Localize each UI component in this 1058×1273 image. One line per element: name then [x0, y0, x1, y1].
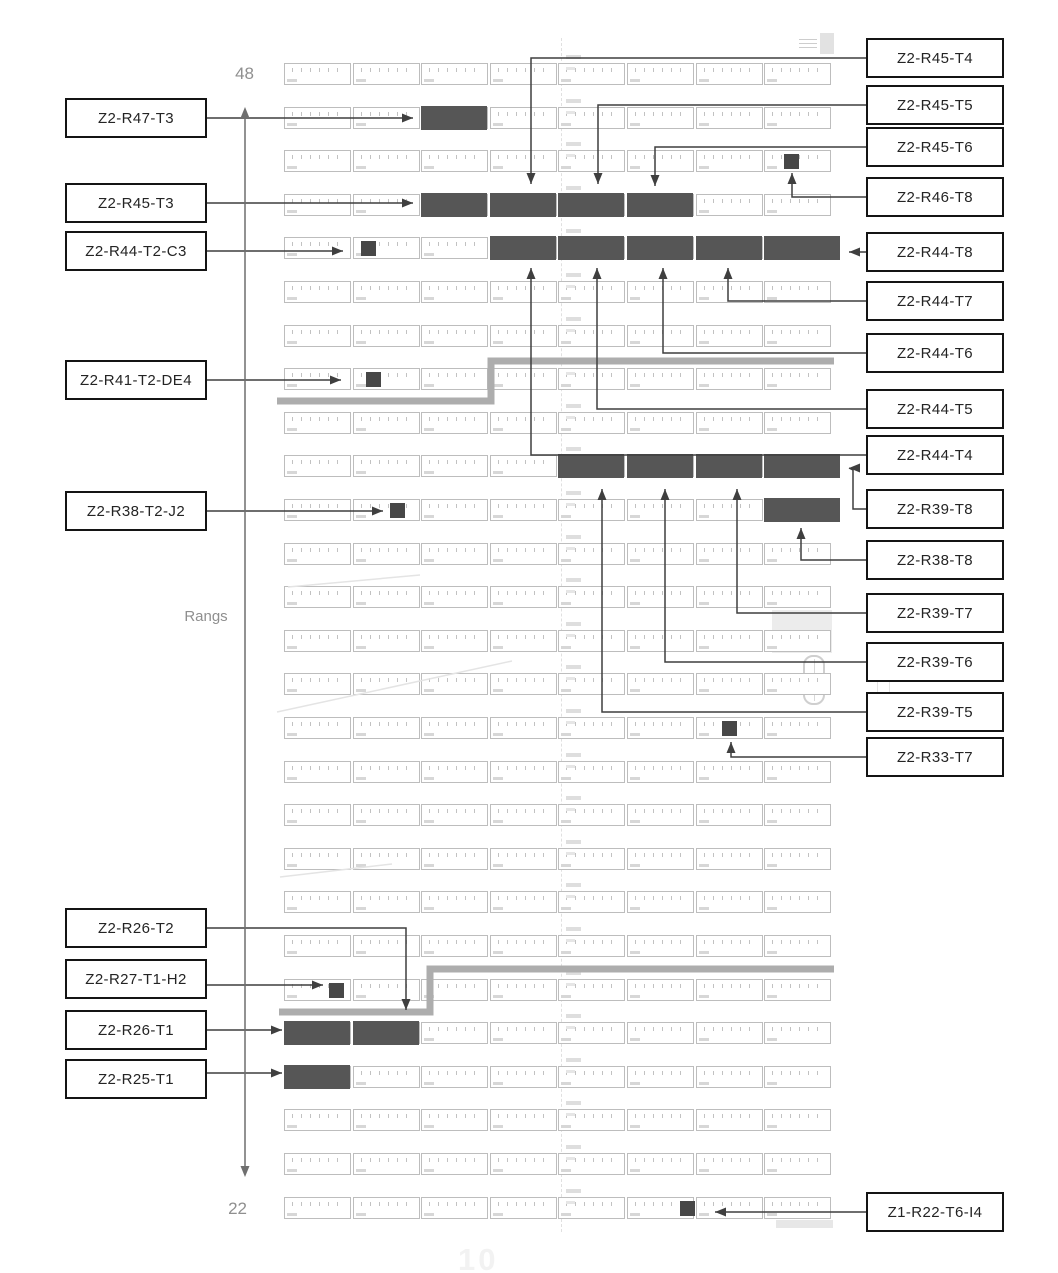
callout-right-Z2-R45-T4: Z2-R45-T4 — [866, 38, 1004, 78]
callout-connector-Z2-R45-T6 — [655, 147, 866, 186]
callout-right-Z2-R44-T7: Z2-R44-T7 — [866, 281, 1004, 321]
callout-connector-Z2-R45-T5 — [598, 105, 866, 184]
callout-left-Z2-R44-T2-C3: Z2-R44-T2-C3 — [65, 231, 207, 271]
callout-right-Z2-R44-T5: Z2-R44-T5 — [866, 389, 1004, 429]
callout-left-Z2-R27-T1-H2: Z2-R27-T1-H2 — [65, 959, 207, 999]
callout-connector-Z2-R44-T6 — [663, 268, 866, 353]
callout-right-Z2-R33-T7: Z2-R33-T7 — [866, 737, 1004, 777]
axis-bottom-tick: 22 — [228, 1199, 247, 1218]
page-number: 10 — [458, 1242, 499, 1273]
callout-right-Z2-R46-T8: Z2-R46-T8 — [866, 177, 1004, 217]
callout-right-Z2-R44-T4: Z2-R44-T4 — [866, 435, 1004, 475]
callout-right-Z2-R45-T6: Z2-R45-T6 — [866, 127, 1004, 167]
callout-right-Z2-R39-T6: Z2-R39-T6 — [866, 642, 1004, 682]
callout-left-Z2-R47-T3: Z2-R47-T3 — [65, 98, 207, 138]
axis-top-tick: 48 — [235, 64, 254, 83]
callout-left-Z2-R45-T3: Z2-R45-T3 — [65, 183, 207, 223]
callout-right-Z2-R39-T8: Z2-R39-T8 — [866, 489, 1004, 529]
callout-connector-Z2-R44-T5 — [597, 268, 866, 409]
callout-left-Z2-R25-T1: Z2-R25-T1 — [65, 1059, 207, 1099]
axis-label-rangs: Rangs — [184, 608, 228, 625]
callout-connector-Z2-R39-T8 — [849, 468, 866, 509]
callout-connector-Z2-R45-T4 — [531, 58, 866, 184]
callout-connector-Z2-R39-T5 — [602, 489, 866, 712]
callout-right-Z2-R44-T8: Z2-R44-T8 — [866, 232, 1004, 272]
callout-connector-Z2-R44-T4 — [531, 268, 866, 455]
callout-left-Z2-R41-T2-DE4: Z2-R41-T2-DE4 — [65, 360, 207, 400]
callout-connector-Z2-R33-T7 — [731, 742, 866, 757]
callout-right-Z2-R38-T8: Z2-R38-T8 — [866, 540, 1004, 580]
callout-right-Z2-R45-T5: Z2-R45-T5 — [866, 85, 1004, 125]
callout-left-Z2-R26-T1: Z2-R26-T1 — [65, 1010, 207, 1050]
callout-right-Z2-R39-T7: Z2-R39-T7 — [866, 593, 1004, 633]
callout-connector-Z2-R38-T8 — [801, 528, 866, 560]
callout-right-Z2-R39-T5: Z2-R39-T5 — [866, 692, 1004, 732]
callout-left-Z2-R38-T2-J2: Z2-R38-T2-J2 — [65, 491, 207, 531]
callout-right-Z2-R44-T6: Z2-R44-T6 — [866, 333, 1004, 373]
callout-connector-Z2-R26-T2 — [207, 928, 406, 1010]
callout-connector-Z2-R46-T8 — [792, 173, 866, 197]
callout-connector-Z2-R44-T7 — [728, 268, 866, 301]
callout-connector-Z2-R39-T6 — [665, 489, 866, 662]
callout-right-Z1-R22-T6-I4: Z1-R22-T6-I4 — [866, 1192, 1004, 1232]
callout-left-Z2-R26-T2: Z2-R26-T2 — [65, 908, 207, 948]
